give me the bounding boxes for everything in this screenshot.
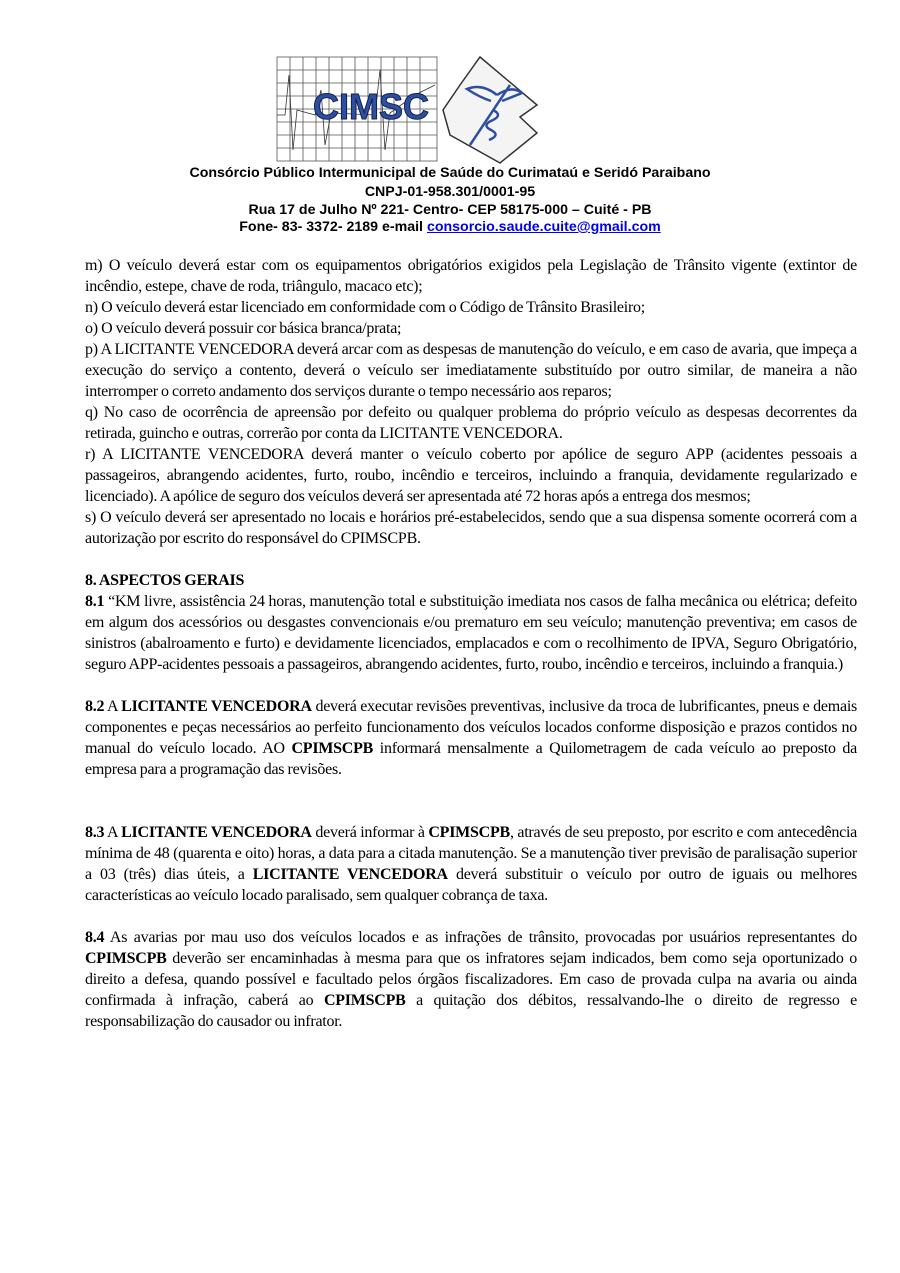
requirements-list <box>85 255 857 549</box>
org-contact <box>0 217 900 237</box>
bold-text: CPIMSCPB <box>85 950 167 967</box>
clause-text: deverá informar à <box>311 824 429 841</box>
bold-text: CPIMSCPB <box>291 740 374 757</box>
bold-text: CPIMSCPB <box>428 824 510 841</box>
bold-text: 8.2 <box>85 698 105 715</box>
requirement-item: o) O veículo deverá possuir cor básica branca/prata; <box>85 320 402 337</box>
requirement-item: r) A LICITANTE VENCEDORA deverá manter o veículo coberto por apólice de seguro APP (acidentes pessoais a passageiros, abrangendo acidentes, furto, roubo, incêndio e terceiros, incluindo a franquia, devidamente regularizado e licenciado). A apólice de seguro dos veículos deverá ser apresentada até 72 horas após a entrega dos mesmos; <box>85 446 857 505</box>
org-address: Rua 17 de Julho Nº 221- Centro- CEP 58175-000 – Cuité - PB <box>248 202 652 218</box>
bold-text: LICITANTE VENCEDORA <box>121 824 312 841</box>
bold-text: CPIMSCPB <box>323 992 406 1009</box>
email-link[interactable]: consorcio.saude.cuite@gmail.com <box>426 219 661 235</box>
cimsc-logo <box>275 55 545 167</box>
clause-text: A <box>104 698 122 715</box>
bold-text: LICITANTE VENCEDORA <box>252 866 448 883</box>
clause-text: A <box>104 824 122 841</box>
clause-text: a quitação dos débitos, ressalvando-lhe o direito de regresso e responsabilização do causador ou infrator. <box>85 992 857 1030</box>
clause-text: informará mensalmente a Quilometragem de cada veículo ao preposto da empresa para a programação das revisões. <box>85 740 857 778</box>
phone-text: Fone- 83- 3372- 2189 e-mail <box>239 219 427 235</box>
clause-text: deverá executar revisões preventivas, inclusive da troca de lubrificantes, pneus e demais componentes e peças necessários ao perfeito funcionamento dos veículos locados conforme disposição e prazos contidos no manual do veículo locado. AO <box>85 698 857 757</box>
section-title: 8. ASPECTOS GERAIS <box>85 572 245 589</box>
requirement-item: p) A LICITANTE VENCEDORA deverá arcar com as despesas de manutenção do veículo, e em caso de avaria, que impeça a execução do serviço a contento, deverá o veículo ser imediatamente substituído por outro similar, de maneira a não interromper o correto andamento dos serviços durante o tempo necessário aos reparos; <box>85 341 857 400</box>
clause-text: “KM livre, assistência 24 horas, manutenção total e substituição imediata nos casos de falha mecânica ou elétrica; defeito em algum dos acessórios ou desgastes convencionais e/ou prematuro em seu veículo; manutenção preventiva; em casos de sinistros (abalroamento e furto) e devidamente licenciados, emplacados e com o recolhimento de IPVA, Seguro Obrigatório, seguro APP-acidentes pessoais a passageiros, abrangendo acidentes, furto, roubo, incêndio e terceiros, incluindo a franquia.) <box>85 593 857 673</box>
bold-text: 8.4 <box>85 929 105 946</box>
logo-text: CIMSC <box>313 86 429 127</box>
clause-text: As avarias por mau uso dos veículos locados e as infrações de trânsito, provocadas por usuários representantes do <box>104 929 857 946</box>
clause-text: , através de seu preposto, por escrito e com antecedência mínima de 48 (quarenta e oito) horas, a data para a citada manutenção. Se a manutenção tiver previsão de paralisação superior a 03 (três) dias úteis, a <box>85 824 857 883</box>
requirement-item: m) O veículo deverá estar com os equipamentos obrigatórios exigidos pela Legislação de Trânsito vigente (extintor de incêndio, estepe, chave de roda, triângulo, macaco etc); <box>85 257 857 295</box>
document-body <box>85 255 857 1032</box>
bold-text: LICITANTE VENCEDORA <box>121 698 312 715</box>
requirement-item: q) No caso de ocorrência de apreensão por defeito ou qualquer problema do próprio veículo as despesas decorrentes da retirada, guincho e outras, correrão por conta da LICITANTE VENCEDORA. <box>85 404 857 442</box>
clause-paragraph <box>85 696 857 780</box>
clause-text: deverão ser encaminhadas à mesma para que os infratores sejam indicados, bem como seja oportunizado o direito a defesa, quando possível e facultado pelos órgãos fiscalizadores. Em caso de provada culpa na avaria ou ainda confirmada à infração, caberá ao <box>85 950 857 1009</box>
requirement-item: s) O veículo deverá ser apresentado no locais e horários pré-estabelecidos, sendo que a sua dispensa somente ocorrerá com a autorização por escrito do responsável do CPIMSCPB. <box>85 509 857 547</box>
bold-text: 8.3 <box>85 824 105 841</box>
clauses <box>85 591 857 1032</box>
clause-paragraph <box>85 591 857 675</box>
clause-text: deverá substituir o veículo por outro de iguais ou melhores características ao veículo locado paralisado, sem qualquer cobrança de taxa. <box>85 866 858 904</box>
org-cnpj: CNPJ-01-958.301/0001-95 <box>364 184 536 200</box>
clause-paragraph <box>85 822 857 906</box>
requirement-item: n) O veículo deverá estar licenciado em conformidade com o Código de Trânsito Brasileiro; <box>85 299 645 316</box>
org-name: Consórcio Público Intermunicipal de Saúde do Curimataú e Seridó Paraibano <box>189 165 711 181</box>
bold-text: 8.1 <box>85 593 105 610</box>
clause-paragraph <box>85 927 857 1032</box>
